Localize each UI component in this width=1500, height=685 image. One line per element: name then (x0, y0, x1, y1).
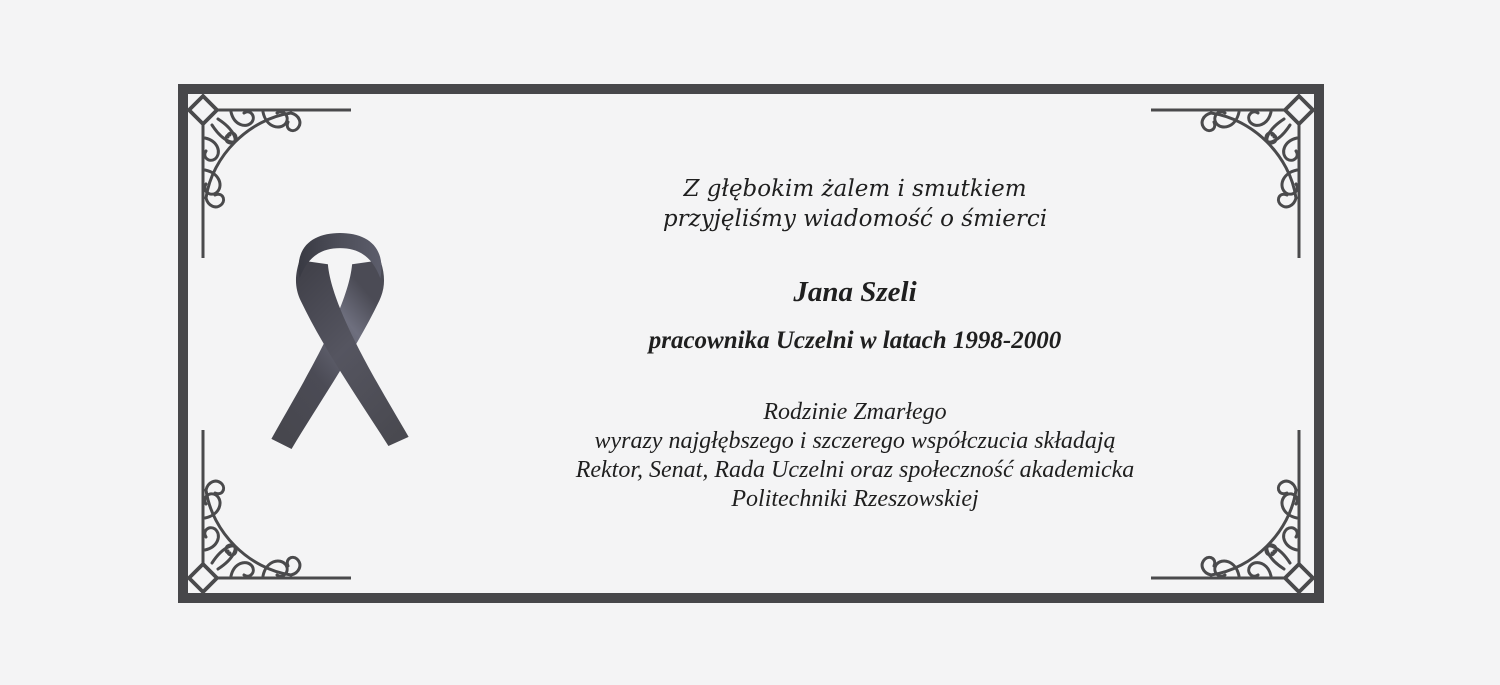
condolence-text (430, 398, 1280, 514)
deceased-name: Jana Szeli (793, 276, 917, 308)
intro-line-2: przyjęliśmy wiadomość o śmierci (662, 206, 1048, 232)
condolence-line-1: Rodzinie Zmarłego (763, 399, 947, 425)
intro-text (430, 174, 1280, 234)
condolence-line-2: wyrazy najgłębszego i szczerego współczucia składają (594, 428, 1116, 454)
tenure-line: pracownika Uczelni w latach 1998-2000 (648, 327, 1062, 354)
intro-line-1: Z głębokim żalem i smutkiem (683, 176, 1027, 202)
mourning-ribbon-icon (269, 230, 411, 452)
condolence-line-4: Politechniki Rzeszowskiej (731, 486, 979, 512)
condolence-line-3: Rektor, Senat, Rada Uczelni oraz społeczność akademicka (575, 457, 1135, 483)
